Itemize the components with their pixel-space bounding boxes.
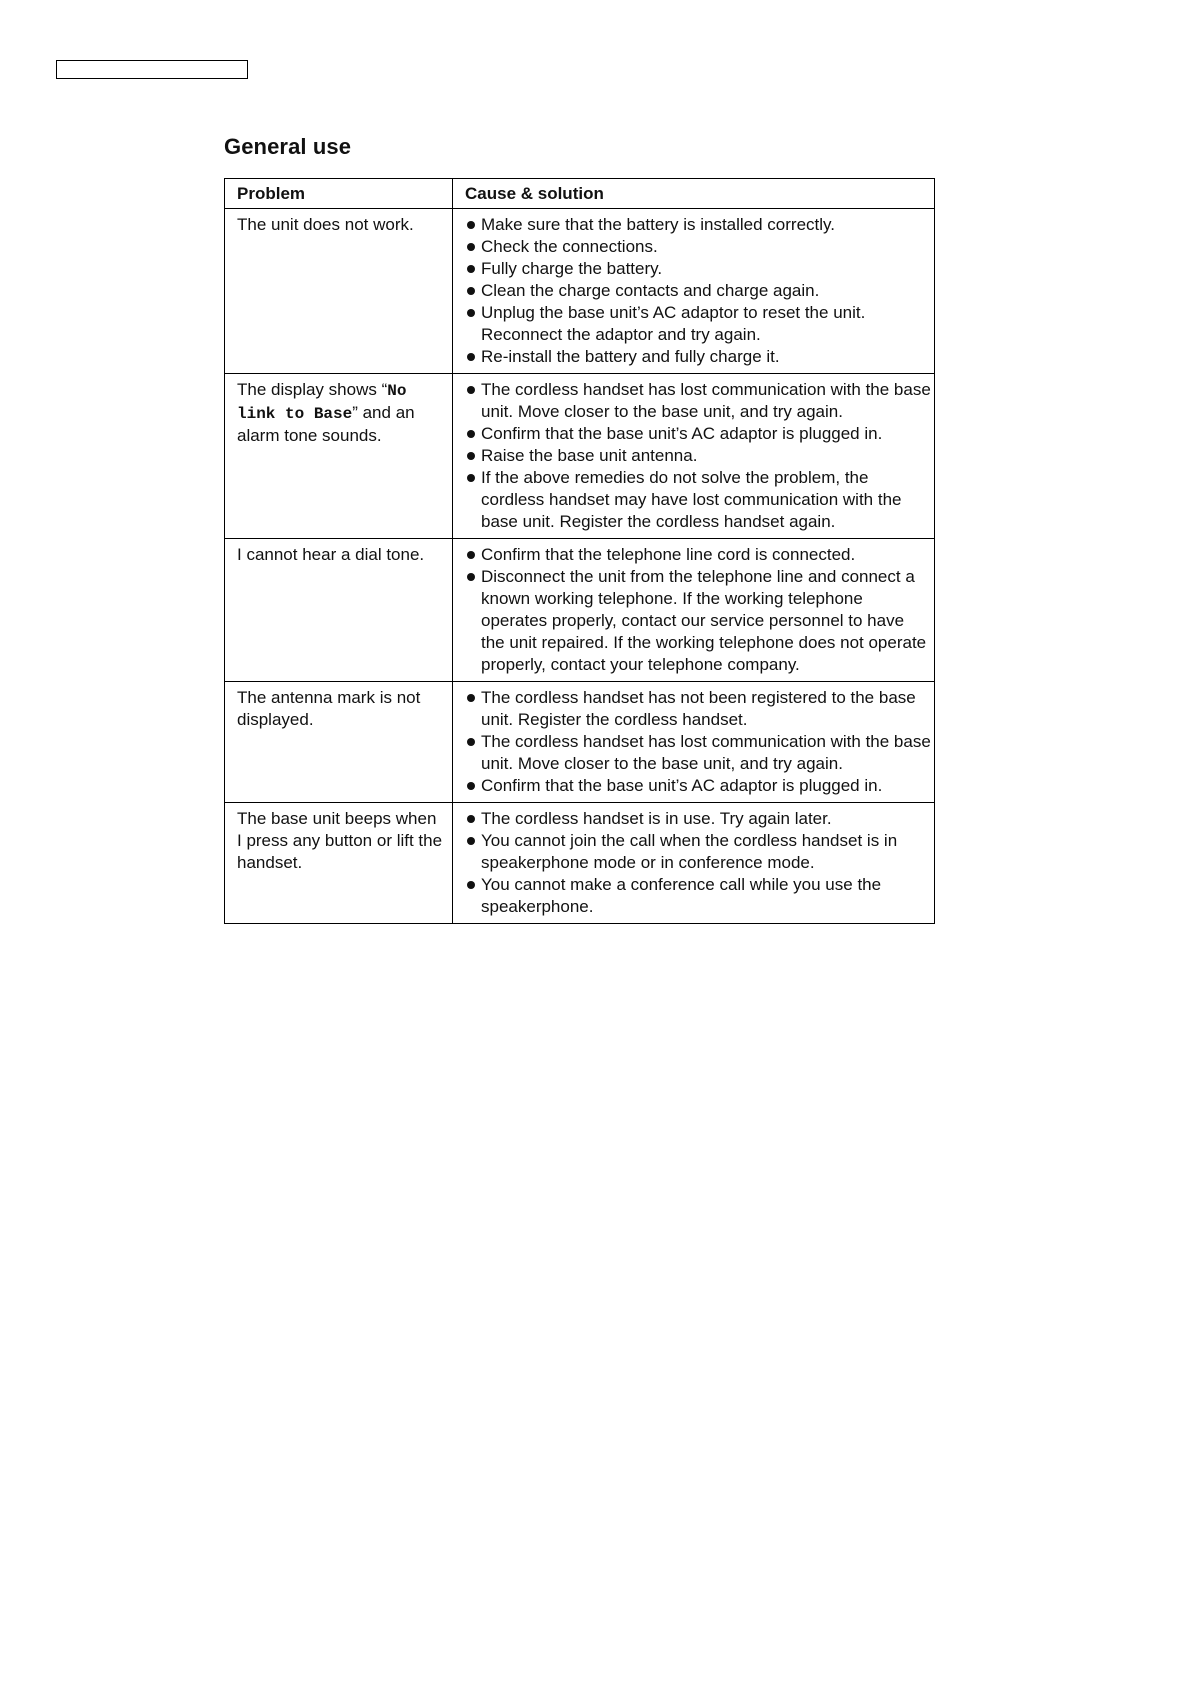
problem-cell (225, 209, 453, 374)
cause-column-header: Cause & solution (453, 179, 935, 209)
cause-list (465, 214, 931, 368)
problem-cell (225, 374, 453, 539)
problem-text-part: The display shows “ (237, 380, 388, 399)
problem-text-part: ” and an alarm tone sounds. (237, 403, 415, 445)
cause-item: The cordless handset has lost communication with the base unit. Move closer to the base unit, and try again. (465, 731, 931, 775)
cause-cell (453, 803, 935, 924)
problem-text: The base unit beeps when I press any button or lift the handset. (237, 809, 443, 872)
cause-list (465, 379, 931, 533)
cause-item: Re-install the battery and fully charge it. (465, 346, 931, 368)
cause-item: Make sure that the battery is installed correctly. (465, 214, 931, 236)
problem-text: The unit does not work. (237, 215, 414, 234)
cause-list (465, 687, 931, 797)
cause-item: Check the connections. (465, 236, 931, 258)
cause-item: You cannot make a conference call while you use the speakerphone. (465, 874, 931, 918)
table-header-row (225, 179, 935, 209)
table-row (225, 209, 935, 374)
problem-cell (225, 539, 453, 682)
cause-cell (453, 539, 935, 682)
cause-item: The cordless handset is in use. Try again later. (465, 808, 931, 830)
table-row (225, 539, 935, 682)
cause-item: Disconnect the unit from the telephone line and connect a known working telephone. If the working telephone operates properly, contact our service personnel to have the unit repaired. If the working telephone does not operate properly, contact your telephone company. (465, 566, 931, 676)
problem-text: The antenna mark is not displayed. (237, 688, 421, 729)
cause-list (465, 808, 931, 918)
section-title: General use (224, 134, 352, 159)
cause-item: You cannot join the call when the cordless handset is in speakerphone mode or in conference mode. (465, 830, 931, 874)
problem-text (237, 379, 449, 447)
cause-item: Confirm that the base unit’s AC adaptor is plugged in. (465, 775, 931, 797)
cause-item: Raise the base unit antenna. (465, 445, 931, 467)
cause-list (465, 544, 931, 676)
display-message: No link to Base (237, 382, 407, 423)
page-header-box (56, 60, 248, 79)
table-row (225, 374, 935, 539)
cause-item: The cordless handset has lost communication with the base unit. Move closer to the base unit, and try again. (465, 379, 931, 423)
table-row (225, 682, 935, 803)
troubleshooting-table (224, 178, 935, 924)
problem-text: I cannot hear a dial tone. (237, 545, 425, 564)
cause-item: Confirm that the base unit’s AC adaptor is plugged in. (465, 423, 931, 445)
table-row (225, 803, 935, 924)
cause-item: Unplug the base unit’s AC adaptor to reset the unit. Reconnect the adaptor and try again. (465, 302, 931, 346)
cause-cell (453, 374, 935, 539)
cause-item: If the above remedies do not solve the problem, the cordless handset may have lost communication with the base unit. Register the cordless handset again. (465, 467, 931, 533)
cause-cell (453, 682, 935, 803)
cause-item: The cordless handset has not been registered to the base unit. Register the cordless handset. (465, 687, 931, 731)
problem-cell (225, 682, 453, 803)
problem-column-header: Problem (225, 179, 453, 209)
cause-item: Fully charge the battery. (465, 258, 931, 280)
cause-item: Confirm that the telephone line cord is connected. (465, 544, 931, 566)
cause-item: Clean the charge contacts and charge again. (465, 280, 931, 302)
cause-cell (453, 209, 935, 374)
problem-cell (225, 803, 453, 924)
